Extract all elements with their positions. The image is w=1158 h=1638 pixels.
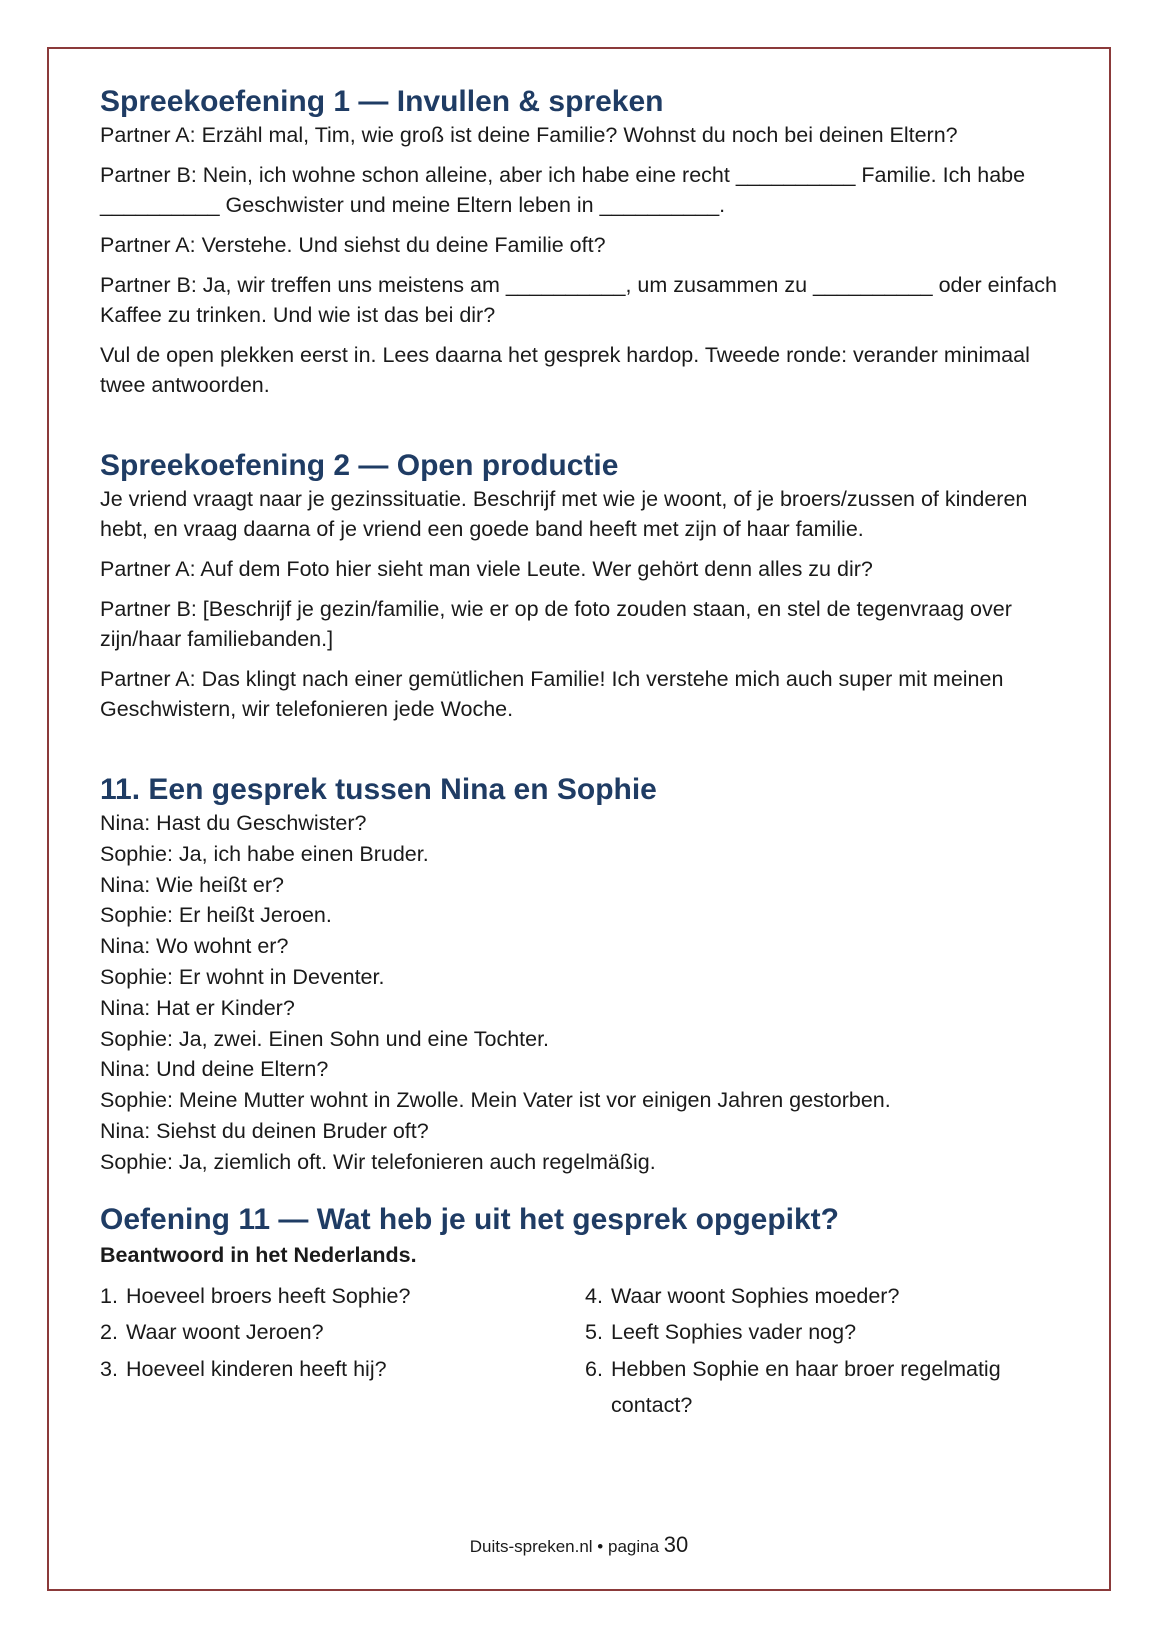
- question-text: Hebben Sophie en haar broer regelmatig contact?: [611, 1356, 1001, 1418]
- question-item: [100, 1314, 585, 1351]
- instruction-text: Je vriend vraagt naar je gezinssituatie. Beschrijf met wie je woont, of je broers/zussen of kinderen hebt, en vraag daarna of je vriend een goede band heeft met zijn of haar familie.: [100, 487, 1028, 541]
- question-number: 6.: [585, 1356, 603, 1381]
- dialogue-line: Nina: Hat er Kinder?: [100, 995, 295, 1020]
- question-text: Leeft Sophies vader nog?: [611, 1320, 857, 1345]
- dialogue-line: Sophie: Er heißt Jeroen.: [100, 903, 332, 928]
- section-title: Spreekoefening 1 — Invullen & spreken: [100, 85, 664, 118]
- dialogue-line: Nina: Hast du Geschwister?: [100, 811, 367, 835]
- dialogue-line: Nina: Und deine Eltern?: [100, 1057, 329, 1082]
- dialogue-line: Sophie: Ja, zwei. Einen Sohn und eine Tochter.: [100, 1026, 550, 1051]
- dialogue-line: Sophie: Ja, ich habe einen Bruder.: [100, 841, 429, 866]
- section-spreekoefening-2: [100, 448, 1070, 724]
- question-item: [585, 1278, 1070, 1315]
- section-subtitle: Beantwoord in het Nederlands.: [100, 1242, 417, 1267]
- question-item: [100, 1278, 585, 1315]
- question-column-left: [100, 1278, 585, 1424]
- dialogue-line: Partner A: Erzähl mal, Tim, wie groß ist deine Familie? Wohnst du noch bei deinen Eltern?: [100, 123, 958, 147]
- dialogue-line: Partner B: Ja, wir treffen uns meistens am __________, um zusammen zu __________ oder einfach Kaffee zu trinken. Und wie ist das bei dir?: [100, 273, 1057, 327]
- dialogue-line: Nina: Siehst du deinen Bruder oft?: [100, 1118, 429, 1143]
- question-number: 4.: [585, 1283, 603, 1308]
- dialogue-line: Nina: Wo wohnt er?: [100, 934, 289, 959]
- section-gesprek-nina-sophie: [100, 772, 1070, 1178]
- question-number: 5.: [585, 1320, 603, 1345]
- dialogue-line: Sophie: Meine Mutter wohnt in Zwolle. Mein Vater ist vor einigen Jahren gestorben.: [100, 1088, 891, 1113]
- question-column-right: [585, 1278, 1070, 1424]
- section-spreekoefening-1: [100, 84, 1070, 400]
- section-title: Oefening 11 — Wat heb je uit het gesprek opgepikt?: [100, 1202, 839, 1236]
- question-text: Waar woont Sophies moeder?: [611, 1283, 900, 1308]
- page-content: [100, 84, 1070, 1424]
- question-text: Hoeveel broers heeft Sophie?: [126, 1283, 411, 1308]
- page-number: 30: [663, 1532, 689, 1557]
- section-title: Spreekoefening 2 — Open productie: [100, 449, 619, 482]
- question-item: [100, 1351, 585, 1388]
- section-title: 11. Een gesprek tussen Nina en Sophie: [100, 773, 657, 806]
- dialogue-line: Sophie: Er wohnt in Deventer.: [100, 964, 385, 989]
- section-oefening-11: [100, 1202, 1070, 1424]
- footer-separator: •: [597, 1537, 604, 1556]
- question-number: 2.: [100, 1320, 118, 1345]
- question-number: 3.: [100, 1356, 118, 1381]
- question-text: Hoeveel kinderen heeft hij?: [126, 1356, 387, 1381]
- instruction-text: Vul de open plekken eerst in. Lees daarna het gesprek hardop. Tweede ronde: verander minimaal twee antwoorden.: [100, 343, 1030, 397]
- dialogue-line: Partner B: Nein, ich wohne schon alleine, aber ich habe eine recht __________ Familie. Ich habe __________ Geschwister und meine Eltern leben in __________.: [100, 163, 1026, 217]
- dialogue-line: Partner A: Auf dem Foto hier sieht man viele Leute. Wer gehört denn alles zu dir?: [100, 557, 873, 581]
- question-item: [585, 1314, 1070, 1351]
- dialogue-line: Sophie: Ja, ziemlich oft. Wir telefonieren auch regelmäßig.: [100, 1149, 656, 1174]
- dialogue-line: Partner A: Das klingt nach einer gemütlichen Familie! Ich verstehe mich auch super mit meinen Geschwistern, wir telefonieren jede Woche.: [100, 667, 1004, 721]
- question-item: [585, 1351, 1070, 1424]
- question-number: 1.: [100, 1283, 118, 1308]
- footer-site: Duits-spreken.nl: [469, 1537, 593, 1556]
- page-footer: [0, 1532, 1158, 1558]
- dialogue-line: Partner B: [Beschrijf je gezin/familie, wie er op de foto zouden staan, en stel de tegenvraag over zijn/haar familiebanden.]: [100, 597, 1012, 651]
- question-list: [100, 1278, 1070, 1424]
- question-text: Waar woont Jeroen?: [126, 1320, 324, 1345]
- footer-page-label: pagina: [607, 1537, 660, 1556]
- dialogue-line: Nina: Wie heißt er?: [100, 872, 285, 897]
- dialogue-line: Partner A: Verstehe. Und siehst du deine Familie oft?: [100, 233, 606, 257]
